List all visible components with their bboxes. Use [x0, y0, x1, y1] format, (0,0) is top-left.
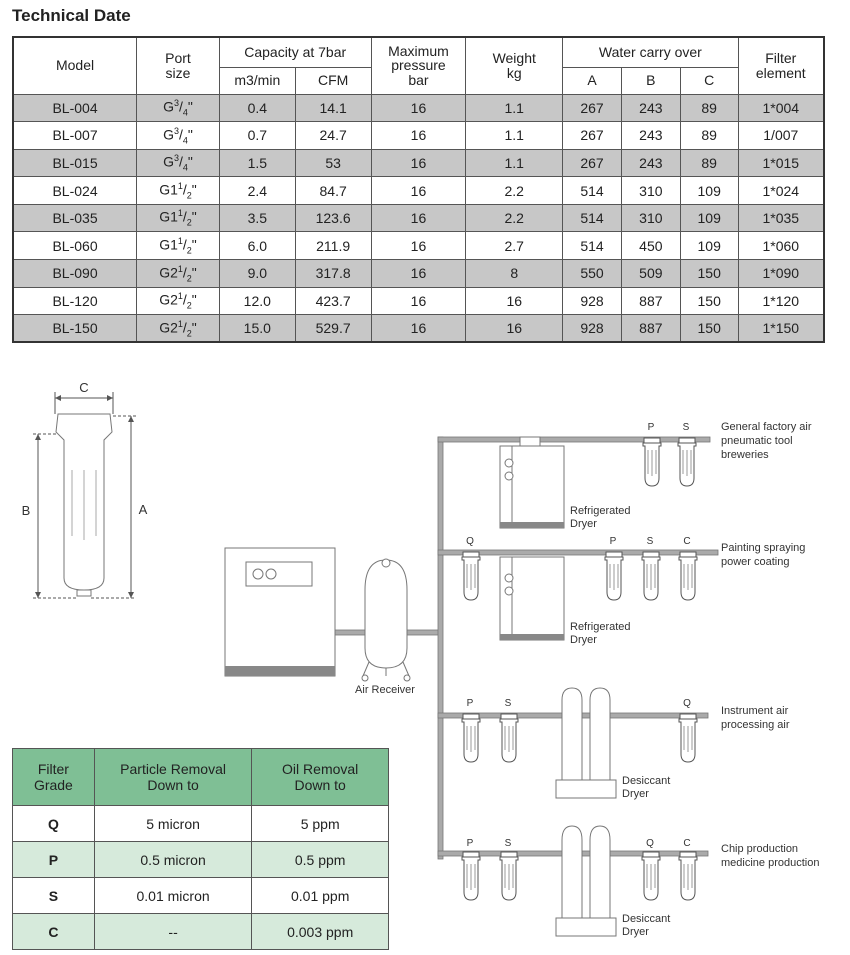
- header-capacity: Capacity at 7bar: [219, 37, 371, 67]
- svg-text:P: P: [609, 536, 617, 547]
- table-row: BL-060 $G1^1/_2$" 6.0 211.9 16 2.7 514 450 109 1*060: [13, 232, 824, 260]
- header-m3min: m3/min: [219, 67, 295, 94]
- svg-text:S: S: [504, 838, 512, 849]
- filter-p-row1: [643, 422, 661, 486]
- table-row: BL-007 $G^3/_4$" 0.7 24.7 16 1.1 267 243 89 1/007: [13, 122, 824, 150]
- dim-a-label: A: [138, 502, 148, 517]
- desiccant-dryer-1: [556, 688, 670, 800]
- filter-p-row2: [605, 536, 623, 600]
- filter-grade-table: [12, 748, 389, 950]
- svg-text:S: S: [504, 698, 512, 709]
- application-label-1: [721, 421, 812, 461]
- header-filter-grade: Filter Grade: [13, 749, 95, 806]
- header-oil-removal: Oil Removal Down to: [252, 749, 389, 806]
- application-label-3: [721, 705, 790, 731]
- air-receiver-label: Air Receiver: [355, 684, 415, 696]
- table-row: P 0.5 micron 0.5 ppm: [13, 842, 389, 878]
- header-filter-element: Filter element: [738, 37, 824, 94]
- svg-text:P: P: [466, 838, 474, 849]
- svg-text:Q: Q: [466, 536, 474, 547]
- svg-text:C: C: [683, 536, 691, 547]
- svg-text:medicine production: medicine production: [721, 857, 820, 869]
- svg-text:P: P: [466, 698, 474, 709]
- svg-text:C: C: [683, 838, 691, 849]
- svg-text:Dryer: Dryer: [570, 518, 597, 530]
- filter-c-row2: [679, 536, 697, 600]
- header-a: A: [563, 67, 622, 94]
- filter-dimension-drawing: [22, 380, 148, 598]
- filter-q-row3: [679, 698, 697, 762]
- svg-text:Desiccant: Desiccant: [622, 913, 671, 925]
- table-row: BL-035 $G1^1/_2$" 3.5 123.6 16 2.2 514 310 109 1*035: [13, 204, 824, 232]
- air-receiver: [355, 559, 415, 696]
- table-row: BL-004 $G^3/_4$" 0.4 14.1 16 1.1 267 243 89 1*004: [13, 94, 824, 122]
- refrigerated-dryer-1: [500, 437, 631, 530]
- application-label-4: [721, 843, 819, 869]
- table-row: BL-090 $G2^1/_2$" 9.0 317.8 16 8 550 509 150 1*090: [13, 260, 824, 288]
- dim-b-label: B: [21, 503, 31, 518]
- page-title: Technical Date: [12, 6, 131, 25]
- svg-text:pneumatic tool: pneumatic tool: [721, 435, 793, 447]
- table-row: BL-024 $G1^1/_2$" 2.4 84.7 16 2.2 514 310 109 1*024: [13, 177, 824, 205]
- svg-text:General factory air: General factory air: [721, 421, 812, 433]
- svg-text:processing air: processing air: [721, 719, 790, 731]
- svg-text:Refrigerated: Refrigerated: [570, 505, 631, 517]
- table-row: BL-120 $G2^1/_2$" 12.0 423.7 16 16 928 887 150 1*120: [13, 287, 824, 315]
- svg-text:power coating: power coating: [721, 556, 790, 568]
- filter-s-row2: [642, 536, 660, 600]
- filter-s-row4: [500, 838, 518, 900]
- table-row: BL-015 $G^3/_4$" 1.5 53 16 1.1 267 243 89 1*015: [13, 149, 824, 177]
- table-row: BL-150 $G2^1/_2$" 15.0 529.7 16 16 928 887 150 1*150: [13, 315, 824, 343]
- filter-q-row4: [642, 838, 660, 900]
- svg-text:breweries: breweries: [721, 449, 769, 461]
- svg-text:Dryer: Dryer: [622, 788, 649, 800]
- header-weight: Weight kg: [466, 37, 563, 94]
- filter-p-row4: [462, 838, 480, 900]
- svg-text:S: S: [682, 422, 690, 433]
- filter-p-row3: [462, 698, 480, 762]
- header-model: Model: [13, 37, 137, 94]
- svg-text:S: S: [646, 536, 654, 547]
- svg-text:Dryer: Dryer: [622, 926, 649, 938]
- header-c: C: [680, 67, 738, 94]
- svg-text:Desiccant: Desiccant: [622, 775, 671, 787]
- svg-text:Dryer: Dryer: [570, 634, 597, 646]
- filter-c-row4: [679, 838, 697, 900]
- svg-text:P: P: [647, 422, 655, 433]
- header-water-carry-over: Water carry over: [563, 37, 738, 67]
- dim-c-label: C: [79, 380, 89, 395]
- svg-text:Chip production: Chip production: [721, 843, 799, 855]
- filter-s-row1: [678, 422, 696, 486]
- header-particle-removal: Particle Removal Down to: [94, 749, 252, 806]
- table-row: Q 5 micron 5 ppm: [13, 806, 389, 842]
- header-port-size: Port size: [137, 37, 220, 94]
- air-compressor: [225, 548, 335, 676]
- svg-text:Q: Q: [683, 698, 691, 709]
- table-row: C -- 0.003 ppm: [13, 914, 389, 950]
- svg-text:Painting spraying: Painting spraying: [721, 542, 806, 554]
- table-row: S 0.01 micron 0.01 ppm: [13, 878, 389, 914]
- filter-q-row2: [462, 536, 480, 600]
- header-b: B: [621, 67, 680, 94]
- filter-s-row3: [500, 698, 518, 762]
- svg-text:Refrigerated: Refrigerated: [570, 621, 631, 633]
- application-label-2: [721, 542, 805, 568]
- header-max-pressure: Maximum pressure bar: [371, 37, 466, 94]
- svg-text:Instrument air: Instrument air: [721, 705, 789, 717]
- svg-text:Q: Q: [646, 838, 654, 849]
- header-cfm: CFM: [295, 67, 371, 94]
